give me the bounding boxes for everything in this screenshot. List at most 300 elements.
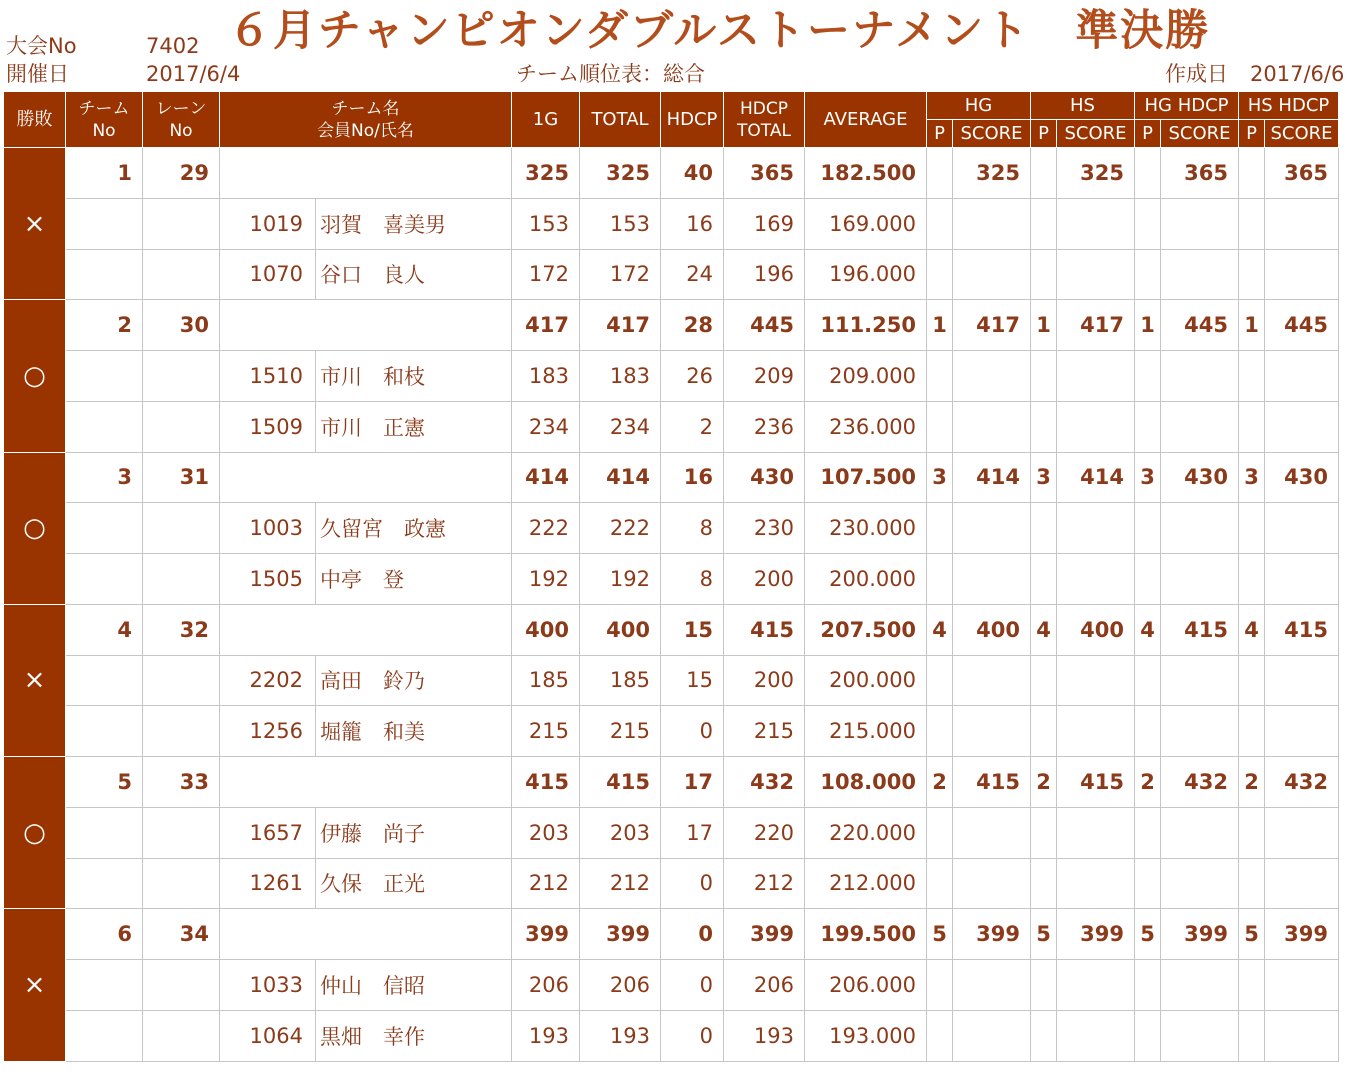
team-hgh-score: 415 xyxy=(1161,604,1239,655)
member-hdcp: 0 xyxy=(661,706,724,757)
member-name: 久留宮 政憲 xyxy=(316,503,512,554)
member-rank-cell xyxy=(1239,655,1265,706)
col-hdcp: HDCP xyxy=(661,92,724,148)
team-hdcp-total: 445 xyxy=(724,300,805,351)
member-total: 192 xyxy=(580,554,661,605)
table-type-label: チーム順位表：総合 xyxy=(516,62,705,86)
member-rank-cell xyxy=(1057,655,1135,706)
team-hgh-score: 445 xyxy=(1161,300,1239,351)
team-hgh-score: 399 xyxy=(1161,909,1239,960)
member-rank-cell xyxy=(1031,401,1057,452)
col-hs: HS xyxy=(1031,92,1135,120)
member-row xyxy=(4,858,1339,909)
member-no: 1019 xyxy=(220,198,316,249)
member-no: 1003 xyxy=(220,503,316,554)
member-lane-no xyxy=(143,249,220,300)
team-average: 111.250 xyxy=(805,300,927,351)
member-rank-cell xyxy=(1057,401,1135,452)
team-hdcp-total: 399 xyxy=(724,909,805,960)
member-rank-cell xyxy=(1057,503,1135,554)
team-hg-score: 399 xyxy=(953,909,1031,960)
member-hdcp-total: 200 xyxy=(724,554,805,605)
member-rank-cell xyxy=(1239,807,1265,858)
member-rank-cell xyxy=(1239,249,1265,300)
team-hg-score: 415 xyxy=(953,757,1031,808)
member-rank-cell xyxy=(1239,198,1265,249)
team-g1: 399 xyxy=(512,909,580,960)
created-label: 作成日 xyxy=(1165,62,1228,86)
team-no: 5 xyxy=(66,757,143,808)
member-g1: 192 xyxy=(512,554,580,605)
member-rank-cell xyxy=(1161,401,1239,452)
team-hgh-p: 1 xyxy=(1135,300,1161,351)
member-row xyxy=(4,401,1339,452)
member-hdcp: 8 xyxy=(661,503,724,554)
team-hgh-score: 365 xyxy=(1161,148,1239,199)
team-no: 4 xyxy=(66,604,143,655)
member-rank-cell xyxy=(1031,807,1057,858)
member-rank-cell xyxy=(1031,503,1057,554)
team-name xyxy=(220,757,512,808)
col-1g: 1G xyxy=(512,92,580,148)
member-rank-cell xyxy=(1031,554,1057,605)
member-rank-cell xyxy=(1161,249,1239,300)
col-average: AVERAGE xyxy=(805,92,927,148)
team-average: 107.500 xyxy=(805,452,927,503)
team-total: 415 xyxy=(580,757,661,808)
member-rank-cell xyxy=(1135,655,1161,706)
team-average: 199.500 xyxy=(805,909,927,960)
result-mark: ○ xyxy=(4,300,66,452)
member-lane-no xyxy=(143,655,220,706)
created-date: 2017/6/6 xyxy=(1250,62,1345,86)
member-rank-cell xyxy=(1031,249,1057,300)
member-hdcp: 26 xyxy=(661,351,724,402)
team-average: 207.500 xyxy=(805,604,927,655)
member-rank-cell xyxy=(1135,503,1161,554)
member-hdcp-total: 236 xyxy=(724,401,805,452)
member-rank-cell xyxy=(1031,655,1057,706)
member-average: 215.000 xyxy=(805,706,927,757)
col-hdcp-total-line2: TOTAL xyxy=(737,120,791,141)
team-g1: 414 xyxy=(512,452,580,503)
result-mark: ○ xyxy=(4,452,66,604)
member-average: 200.000 xyxy=(805,655,927,706)
member-name: 市川 和枝 xyxy=(316,351,512,402)
member-hdcp-total: 209 xyxy=(724,351,805,402)
member-rank-cell xyxy=(1135,351,1161,402)
team-total: 399 xyxy=(580,909,661,960)
team-row xyxy=(4,909,1339,960)
member-rank-cell xyxy=(1135,249,1161,300)
member-rank-cell xyxy=(927,858,953,909)
page-title: ６月チャンピオンダブルストーナメント 準決勝 xyxy=(228,6,1211,56)
member-rank-cell xyxy=(1057,1010,1135,1061)
member-rank-cell xyxy=(1239,554,1265,605)
team-hg-score: 400 xyxy=(953,604,1031,655)
date-value: 2017/6/4 xyxy=(146,62,241,86)
member-hdcp-total: 220 xyxy=(724,807,805,858)
team-hsh-score: 415 xyxy=(1265,604,1339,655)
member-rank-cell xyxy=(1135,401,1161,452)
member-name: 堀籠 和美 xyxy=(316,706,512,757)
col-hg-p: P xyxy=(927,120,953,148)
member-total: 153 xyxy=(580,198,661,249)
team-hs-score: 399 xyxy=(1057,909,1135,960)
team-hdcp: 15 xyxy=(661,604,724,655)
team-row xyxy=(4,300,1339,351)
member-hdcp-total: 215 xyxy=(724,706,805,757)
team-hdcp: 28 xyxy=(661,300,724,351)
col-team-no-line1: チーム xyxy=(78,98,130,119)
team-hsh-p: 1 xyxy=(1239,300,1265,351)
member-team-no xyxy=(66,858,143,909)
member-rank-cell xyxy=(1239,351,1265,402)
team-name xyxy=(220,300,512,351)
team-no: 3 xyxy=(66,452,143,503)
team-no: 6 xyxy=(66,909,143,960)
team-hdcp-total: 415 xyxy=(724,604,805,655)
member-g1: 215 xyxy=(512,706,580,757)
team-hdcp: 0 xyxy=(661,909,724,960)
member-rank-cell xyxy=(1265,807,1339,858)
member-rank-cell xyxy=(927,655,953,706)
member-rank-cell xyxy=(1161,1010,1239,1061)
member-g1: 153 xyxy=(512,198,580,249)
member-hdcp-total: 169 xyxy=(724,198,805,249)
member-rank-cell xyxy=(1031,198,1057,249)
member-lane-no xyxy=(143,401,220,452)
member-team-no xyxy=(66,807,143,858)
member-total: 206 xyxy=(580,960,661,1011)
member-g1: 172 xyxy=(512,249,580,300)
member-team-no xyxy=(66,706,143,757)
team-row xyxy=(4,604,1339,655)
member-row xyxy=(4,351,1339,402)
team-g1: 415 xyxy=(512,757,580,808)
member-total: 222 xyxy=(580,503,661,554)
member-hdcp: 0 xyxy=(661,1010,724,1061)
team-total: 414 xyxy=(580,452,661,503)
col-team-no xyxy=(66,92,143,148)
member-row xyxy=(4,807,1339,858)
member-hdcp: 24 xyxy=(661,249,724,300)
member-rank-cell xyxy=(1135,807,1161,858)
results-body xyxy=(4,148,1339,1062)
col-team-name-line2: 会員No/氏名 xyxy=(317,120,414,141)
member-g1: 222 xyxy=(512,503,580,554)
results-table xyxy=(3,91,1339,1062)
member-rank-cell xyxy=(1265,1010,1339,1061)
member-g1: 234 xyxy=(512,401,580,452)
team-hdcp-total: 432 xyxy=(724,757,805,808)
member-name: 仲山 信昭 xyxy=(316,960,512,1011)
member-team-no xyxy=(66,503,143,554)
member-rank-cell xyxy=(1031,858,1057,909)
member-hdcp: 8 xyxy=(661,554,724,605)
col-lane-no xyxy=(143,92,220,148)
team-hs-p: 3 xyxy=(1031,452,1057,503)
col-team-no-line2: No xyxy=(92,120,116,141)
team-name xyxy=(220,909,512,960)
member-lane-no xyxy=(143,503,220,554)
member-total: 203 xyxy=(580,807,661,858)
member-rank-cell xyxy=(927,960,953,1011)
member-average: 206.000 xyxy=(805,960,927,1011)
member-rank-cell xyxy=(1265,351,1339,402)
team-row xyxy=(4,757,1339,808)
team-hs-score: 415 xyxy=(1057,757,1135,808)
member-rank-cell xyxy=(1239,858,1265,909)
team-total: 417 xyxy=(580,300,661,351)
team-hs-p xyxy=(1031,148,1057,199)
member-no: 1033 xyxy=(220,960,316,1011)
member-team-no xyxy=(66,401,143,452)
member-rank-cell xyxy=(1161,706,1239,757)
team-hg-score: 414 xyxy=(953,452,1031,503)
team-hg-score: 417 xyxy=(953,300,1031,351)
member-rank-cell xyxy=(1135,198,1161,249)
member-total: 212 xyxy=(580,858,661,909)
team-hgh-score: 432 xyxy=(1161,757,1239,808)
member-rank-cell xyxy=(1265,554,1339,605)
team-hgh-p xyxy=(1135,148,1161,199)
member-team-no xyxy=(66,960,143,1011)
member-g1: 193 xyxy=(512,1010,580,1061)
team-average: 108.000 xyxy=(805,757,927,808)
member-rank-cell xyxy=(1057,807,1135,858)
member-g1: 203 xyxy=(512,807,580,858)
member-rank-cell xyxy=(1161,960,1239,1011)
col-team-name-line1: チーム名 xyxy=(331,98,400,119)
member-rank-cell xyxy=(1057,351,1135,402)
lane-no: 30 xyxy=(143,300,220,351)
member-hdcp-total: 230 xyxy=(724,503,805,554)
member-no: 1261 xyxy=(220,858,316,909)
team-hsh-score: 432 xyxy=(1265,757,1339,808)
member-rank-cell xyxy=(1161,198,1239,249)
member-total: 193 xyxy=(580,1010,661,1061)
member-team-no xyxy=(66,351,143,402)
member-no: 1509 xyxy=(220,401,316,452)
member-rank-cell xyxy=(1265,655,1339,706)
member-g1: 212 xyxy=(512,858,580,909)
team-hg-p: 5 xyxy=(927,909,953,960)
member-rank-cell xyxy=(1161,554,1239,605)
member-lane-no xyxy=(143,554,220,605)
member-rank-cell xyxy=(927,401,953,452)
member-rank-cell xyxy=(1265,706,1339,757)
member-no: 1064 xyxy=(220,1010,316,1061)
member-rank-cell xyxy=(1239,1010,1265,1061)
team-g1: 400 xyxy=(512,604,580,655)
col-lane-no-line2: No xyxy=(169,120,193,141)
member-name: 久保 正光 xyxy=(316,858,512,909)
member-average: 212.000 xyxy=(805,858,927,909)
team-row xyxy=(4,148,1339,199)
team-hg-p: 3 xyxy=(927,452,953,503)
member-row xyxy=(4,960,1339,1011)
col-team-name xyxy=(220,92,512,148)
member-rank-cell xyxy=(1161,503,1239,554)
member-rank-cell xyxy=(927,198,953,249)
team-hgh-p: 3 xyxy=(1135,452,1161,503)
member-total: 172 xyxy=(580,249,661,300)
team-hdcp-total: 365 xyxy=(724,148,805,199)
member-rank-cell xyxy=(1265,960,1339,1011)
member-no: 1510 xyxy=(220,351,316,402)
team-hgh-p: 5 xyxy=(1135,909,1161,960)
member-rank-cell xyxy=(1265,503,1339,554)
member-hdcp-total: 212 xyxy=(724,858,805,909)
col-hs-p: P xyxy=(1031,120,1057,148)
team-hs-score: 400 xyxy=(1057,604,1135,655)
team-no: 2 xyxy=(66,300,143,351)
col-hgh-p: P xyxy=(1135,120,1161,148)
member-name: 中亭 登 xyxy=(316,554,512,605)
member-average: 196.000 xyxy=(805,249,927,300)
member-rank-cell xyxy=(1031,706,1057,757)
member-hdcp: 2 xyxy=(661,401,724,452)
lane-no: 29 xyxy=(143,148,220,199)
member-team-no xyxy=(66,554,143,605)
member-row xyxy=(4,249,1339,300)
member-row xyxy=(4,503,1339,554)
member-average: 236.000 xyxy=(805,401,927,452)
team-g1: 325 xyxy=(512,148,580,199)
member-lane-no xyxy=(143,807,220,858)
member-row xyxy=(4,706,1339,757)
team-hg-p: 2 xyxy=(927,757,953,808)
team-no: 1 xyxy=(66,148,143,199)
lane-no: 33 xyxy=(143,757,220,808)
col-hsh-p: P xyxy=(1239,120,1265,148)
member-rank-cell xyxy=(1265,858,1339,909)
result-mark: ○ xyxy=(4,757,66,909)
member-g1: 206 xyxy=(512,960,580,1011)
member-no: 1256 xyxy=(220,706,316,757)
member-total: 215 xyxy=(580,706,661,757)
member-lane-no xyxy=(143,351,220,402)
member-name: 黒畑 幸作 xyxy=(316,1010,512,1061)
member-no: 2202 xyxy=(220,655,316,706)
team-hdcp: 16 xyxy=(661,452,724,503)
member-no: 1505 xyxy=(220,554,316,605)
team-hg-p: 4 xyxy=(927,604,953,655)
team-hsh-p: 4 xyxy=(1239,604,1265,655)
team-hgh-score: 430 xyxy=(1161,452,1239,503)
member-average: 209.000 xyxy=(805,351,927,402)
member-hdcp-total: 193 xyxy=(724,1010,805,1061)
team-hdcp-total: 430 xyxy=(724,452,805,503)
member-row xyxy=(4,198,1339,249)
member-rank-cell xyxy=(1057,706,1135,757)
col-hdcp-total-line1: HDCP xyxy=(740,98,788,119)
member-rank-cell xyxy=(953,706,1031,757)
member-name: 市川 正憲 xyxy=(316,401,512,452)
member-rank-cell xyxy=(1239,503,1265,554)
member-rank-cell xyxy=(1239,960,1265,1011)
member-hdcp-total: 206 xyxy=(724,960,805,1011)
member-no: 1070 xyxy=(220,249,316,300)
col-hg-hdcp: HG HDCP xyxy=(1135,92,1239,120)
team-hs-score: 325 xyxy=(1057,148,1135,199)
team-hgh-p: 2 xyxy=(1135,757,1161,808)
team-hs-p: 4 xyxy=(1031,604,1057,655)
member-name: 谷口 良人 xyxy=(316,249,512,300)
member-rank-cell xyxy=(953,351,1031,402)
team-hs-p: 1 xyxy=(1031,300,1057,351)
member-rank-cell xyxy=(953,503,1031,554)
member-rank-cell xyxy=(1135,706,1161,757)
member-hdcp: 17 xyxy=(661,807,724,858)
team-row xyxy=(4,452,1339,503)
member-rank-cell xyxy=(1057,858,1135,909)
team-hsh-score: 399 xyxy=(1265,909,1339,960)
team-hgh-p: 4 xyxy=(1135,604,1161,655)
lane-no: 32 xyxy=(143,604,220,655)
member-hdcp: 16 xyxy=(661,198,724,249)
member-rank-cell xyxy=(1161,807,1239,858)
member-row xyxy=(4,1010,1339,1061)
team-average: 182.500 xyxy=(805,148,927,199)
member-rank-cell xyxy=(1057,554,1135,605)
team-hg-score: 325 xyxy=(953,148,1031,199)
team-hg-p: 1 xyxy=(927,300,953,351)
member-row xyxy=(4,655,1339,706)
member-rank-cell xyxy=(927,807,953,858)
col-hs-hdcp: HS HDCP xyxy=(1239,92,1339,120)
member-total: 234 xyxy=(580,401,661,452)
member-rank-cell xyxy=(953,655,1031,706)
member-rank-cell xyxy=(1057,249,1135,300)
team-total: 400 xyxy=(580,604,661,655)
member-rank-cell xyxy=(1265,401,1339,452)
member-rank-cell xyxy=(1135,960,1161,1011)
member-rank-cell xyxy=(953,807,1031,858)
member-name: 羽賀 喜美男 xyxy=(316,198,512,249)
col-hdcp-total xyxy=(724,92,805,148)
col-total: TOTAL xyxy=(580,92,661,148)
team-total: 325 xyxy=(580,148,661,199)
team-name xyxy=(220,452,512,503)
member-hdcp: 0 xyxy=(661,960,724,1011)
col-result: 勝敗 xyxy=(4,92,66,148)
member-team-no xyxy=(66,655,143,706)
team-hg-p xyxy=(927,148,953,199)
member-lane-no xyxy=(143,1010,220,1061)
member-total: 183 xyxy=(580,351,661,402)
member-rank-cell xyxy=(1031,1010,1057,1061)
member-rank-cell xyxy=(1265,198,1339,249)
member-rank-cell xyxy=(953,1010,1031,1061)
member-average: 193.000 xyxy=(805,1010,927,1061)
member-rank-cell xyxy=(927,706,953,757)
member-rank-cell xyxy=(927,554,953,605)
member-rank-cell xyxy=(1135,554,1161,605)
team-name xyxy=(220,148,512,199)
member-g1: 185 xyxy=(512,655,580,706)
member-total: 185 xyxy=(580,655,661,706)
member-rank-cell xyxy=(1057,198,1135,249)
member-rank-cell xyxy=(1161,655,1239,706)
member-rank-cell xyxy=(1057,960,1135,1011)
lane-no: 31 xyxy=(143,452,220,503)
member-lane-no xyxy=(143,960,220,1011)
member-name: 伊藤 尚子 xyxy=(316,807,512,858)
col-hg: HG xyxy=(927,92,1031,120)
team-hsh-score: 445 xyxy=(1265,300,1339,351)
